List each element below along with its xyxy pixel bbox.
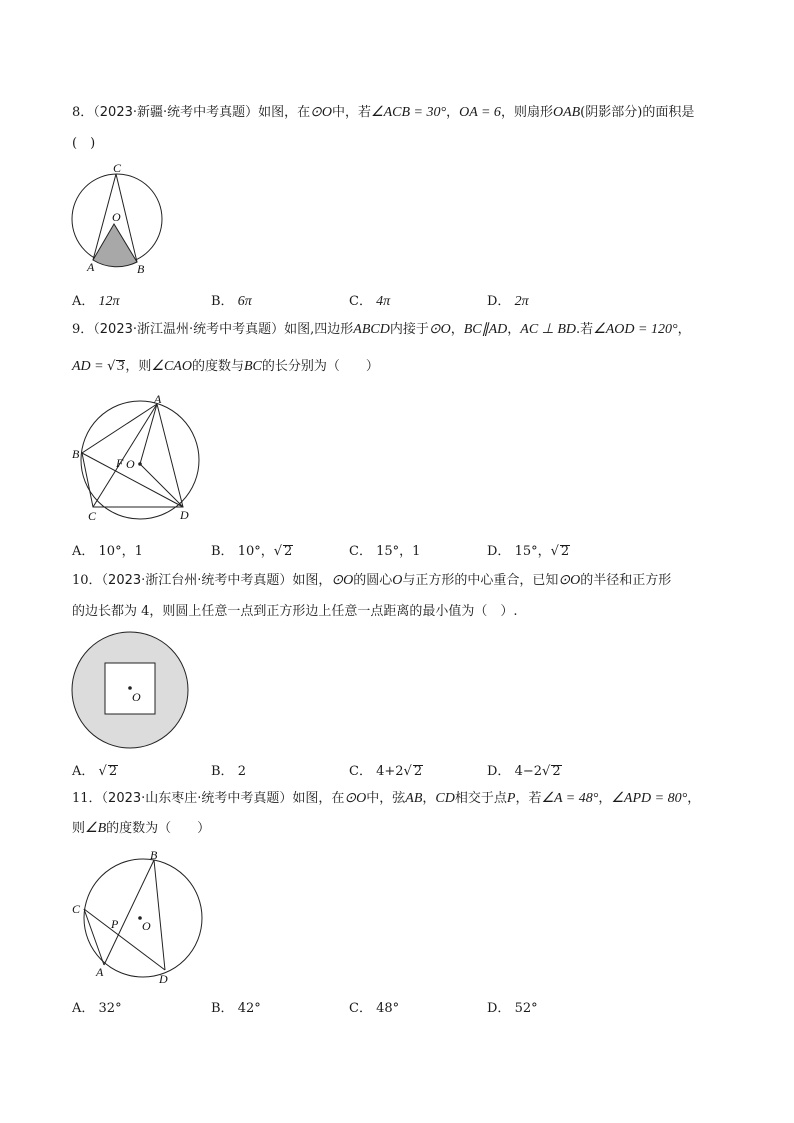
sqrt-sign: √	[403, 764, 412, 779]
separator: ，	[507, 322, 521, 337]
option-value: 52°	[514, 1001, 538, 1016]
option-value: 6π	[237, 294, 252, 309]
question-text: ，则扇形	[500, 105, 553, 120]
option-a[interactable]	[72, 997, 122, 1016]
circle-symbol: ⊙O	[310, 105, 332, 120]
answer-blank: ( )	[72, 136, 96, 151]
option-b[interactable]	[211, 997, 261, 1016]
math-expression: ∠ACB = 30°	[371, 105, 447, 120]
question-text: 的长分别为（ ）	[261, 359, 379, 374]
question-number: 8．	[72, 105, 94, 120]
math-expression: OA = 6	[459, 105, 501, 120]
option-letter: B．	[211, 764, 234, 779]
circle-symbol: ⊙O	[558, 573, 581, 588]
option-value: 32°	[98, 1001, 122, 1016]
question-text: (阴影部分)的面积是	[580, 105, 695, 120]
question-text: 的度数与	[191, 359, 244, 374]
question-text: 中，若	[332, 105, 372, 120]
sqrt-sign: √	[273, 544, 283, 559]
circle-sector-diagram	[66, 162, 170, 276]
option-d[interactable]	[487, 997, 538, 1016]
question-text: 相交于点	[454, 791, 507, 806]
option-value: 10°，1	[98, 544, 143, 559]
question-text: .若	[576, 322, 594, 337]
question-11-line-1	[72, 790, 700, 808]
option-value: 10°，	[237, 544, 274, 559]
option-value: 4+2	[376, 764, 404, 779]
option-value: 2π	[514, 294, 529, 309]
option-letter: B．	[211, 1001, 234, 1016]
math-expression: ∠AOD = 120°	[593, 322, 678, 337]
option-a[interactable]	[72, 760, 118, 779]
question-9-line-2	[72, 358, 379, 376]
math-expression: ABCD	[353, 322, 390, 337]
option-a[interactable]	[72, 290, 120, 310]
option-letter: A．	[72, 294, 95, 309]
option-c[interactable]	[349, 290, 390, 310]
question-text: 如图,四边形	[284, 322, 354, 337]
question-text: 的圆心	[353, 573, 393, 588]
question-number: 11．	[72, 791, 102, 806]
option-d[interactable]	[487, 290, 529, 310]
option-letter: D．	[487, 294, 511, 309]
question-10-options	[72, 760, 632, 778]
option-value: 4π	[376, 294, 391, 309]
separator: ，	[687, 791, 701, 806]
point-label-o: O	[142, 919, 151, 933]
question-8-figure	[66, 162, 170, 280]
option-letter: A．	[72, 764, 95, 779]
question-text: ，则	[125, 359, 152, 374]
sqrt-radicand: 2	[560, 544, 570, 559]
sqrt-radicand: 2	[284, 544, 293, 559]
circle-symbol: ⊙O	[428, 322, 451, 337]
question-10-line-2	[72, 603, 518, 621]
question-9-options	[72, 540, 632, 558]
math-expression: BC	[244, 359, 262, 374]
option-a[interactable]	[72, 540, 143, 559]
question-number: 10．	[72, 573, 102, 588]
option-letter: C．	[349, 544, 372, 559]
question-11-figure	[66, 846, 206, 990]
sqrt-radicand: 3	[117, 359, 125, 374]
question-text: 如图，	[292, 573, 332, 588]
math-expression: AB	[405, 791, 423, 806]
point-label-d: D	[180, 508, 189, 522]
question-9-figure	[66, 394, 206, 532]
math-expression: ∠CAO	[151, 359, 192, 374]
intersecting-chords-diagram	[66, 846, 206, 986]
inscribed-quadrilateral-diagram	[66, 394, 206, 528]
point-label-o: O	[126, 457, 135, 471]
math-expression: ∠B	[85, 821, 107, 836]
sqrt-sign: √	[542, 764, 551, 779]
question-source: （2023·浙江台州·统考中考真题）	[101, 573, 293, 588]
point-label-b: B	[150, 848, 158, 862]
option-letter: D．	[487, 764, 511, 779]
question-text: 的边长都为 4，则圆上任意一点到正方形边上任意一点距离的最小值为（ ）.	[72, 604, 518, 619]
option-value: 2	[237, 764, 246, 779]
separator: ，	[450, 322, 464, 337]
question-text: 如图，在	[292, 791, 345, 806]
option-d[interactable]	[487, 540, 570, 559]
question-9-line-1	[72, 321, 691, 339]
question-text: 则	[72, 821, 86, 836]
point-label-b: B	[137, 262, 145, 276]
question-text: 内接于	[389, 322, 429, 337]
question-text: 的度数为（ ）	[106, 821, 211, 836]
separator: ，	[598, 791, 612, 806]
point-label-d: D	[159, 972, 168, 986]
point-label-p: P	[111, 917, 119, 931]
point-label-c: C	[72, 902, 81, 916]
question-10-line-1	[72, 572, 671, 590]
question-11-options	[72, 997, 632, 1015]
question-8-line-2	[72, 135, 95, 153]
option-value: 48°	[376, 1001, 400, 1016]
segment-bd	[154, 860, 165, 970]
shaded-sector	[93, 224, 137, 267]
option-letter: B．	[211, 294, 234, 309]
math-expression: ∠APD = 80°	[611, 791, 688, 806]
point-label-b: B	[72, 447, 80, 461]
option-letter: C．	[349, 294, 372, 309]
sqrt-sign: √	[107, 359, 116, 374]
math-expression: AC ⊥ BD	[520, 322, 577, 337]
option-b[interactable]	[211, 760, 246, 779]
option-value: 15°，1	[376, 544, 421, 559]
point-label-a: A	[87, 260, 95, 274]
question-source: （2023·浙江温州·统考中考真题）	[93, 322, 285, 337]
math-expression: AD =	[72, 359, 108, 374]
question-source: （2023·山东枣庄·统考中考真题）	[101, 791, 293, 806]
question-text: 与正方形的中心重合，已知	[402, 573, 559, 588]
circle-symbol: ⊙O	[344, 791, 367, 806]
option-letter: C．	[349, 1001, 372, 1016]
point-label-f: F	[116, 456, 124, 470]
question-8-line-1	[72, 104, 694, 122]
sqrt-radicand: 2	[108, 764, 118, 779]
separator: ，	[446, 105, 460, 120]
sqrt-sign: √	[98, 764, 107, 779]
point-label-c: C	[113, 162, 122, 175]
point-label-c: C	[88, 509, 97, 523]
option-letter: D．	[487, 1001, 511, 1016]
option-letter: A．	[72, 544, 95, 559]
option-value: 12π	[98, 294, 120, 309]
center-point	[138, 462, 142, 466]
point-label-a: A	[154, 394, 162, 406]
option-value: 4−2	[514, 764, 543, 779]
option-b[interactable]	[211, 540, 293, 559]
sqrt-radicand: 2	[413, 764, 423, 779]
question-text: 的半径和正方形	[580, 573, 672, 588]
circle-square-diagram	[70, 630, 192, 752]
sqrt-radicand: 2	[552, 764, 561, 779]
math-expression: O	[392, 573, 403, 588]
math-expression: OAB	[552, 105, 581, 120]
separator: ，	[677, 322, 691, 337]
option-b[interactable]	[211, 290, 252, 310]
question-source: （2023·新疆·统考中考真题）	[93, 105, 259, 120]
question-text: 中，弦	[366, 791, 406, 806]
point-label-a: A	[96, 965, 104, 979]
question-11-line-2	[72, 820, 210, 838]
segment-od	[140, 464, 183, 507]
circle-symbol: ⊙O	[331, 573, 354, 588]
option-c[interactable]	[349, 997, 399, 1016]
option-letter: B．	[211, 544, 234, 559]
chord-ab	[104, 860, 154, 965]
question-number: 9．	[72, 322, 94, 337]
sqrt-sign: √	[550, 544, 559, 559]
option-letter: A．	[72, 1001, 95, 1016]
math-expression: BC∥AD	[463, 322, 508, 337]
question-10-figure	[70, 630, 192, 756]
option-value: 15°，	[514, 544, 551, 559]
option-d[interactable]	[487, 760, 562, 779]
math-expression: P	[506, 791, 516, 806]
option-letter: C．	[349, 764, 372, 779]
chord-cd	[84, 909, 165, 970]
point-label-o: O	[132, 690, 141, 704]
question-text: 如图，在	[258, 105, 311, 120]
option-c[interactable]	[349, 760, 423, 779]
separator: ，	[422, 791, 436, 806]
option-letter: D．	[487, 544, 511, 559]
math-expression: CD	[435, 791, 455, 806]
option-c[interactable]	[349, 540, 420, 559]
point-label-o: O	[112, 210, 121, 224]
math-expression: ∠A = 48°	[541, 791, 599, 806]
question-8-options	[72, 290, 632, 308]
diagonal-ac	[93, 404, 157, 507]
question-text: ，若	[515, 791, 542, 806]
option-value: 42°	[237, 1001, 261, 1016]
